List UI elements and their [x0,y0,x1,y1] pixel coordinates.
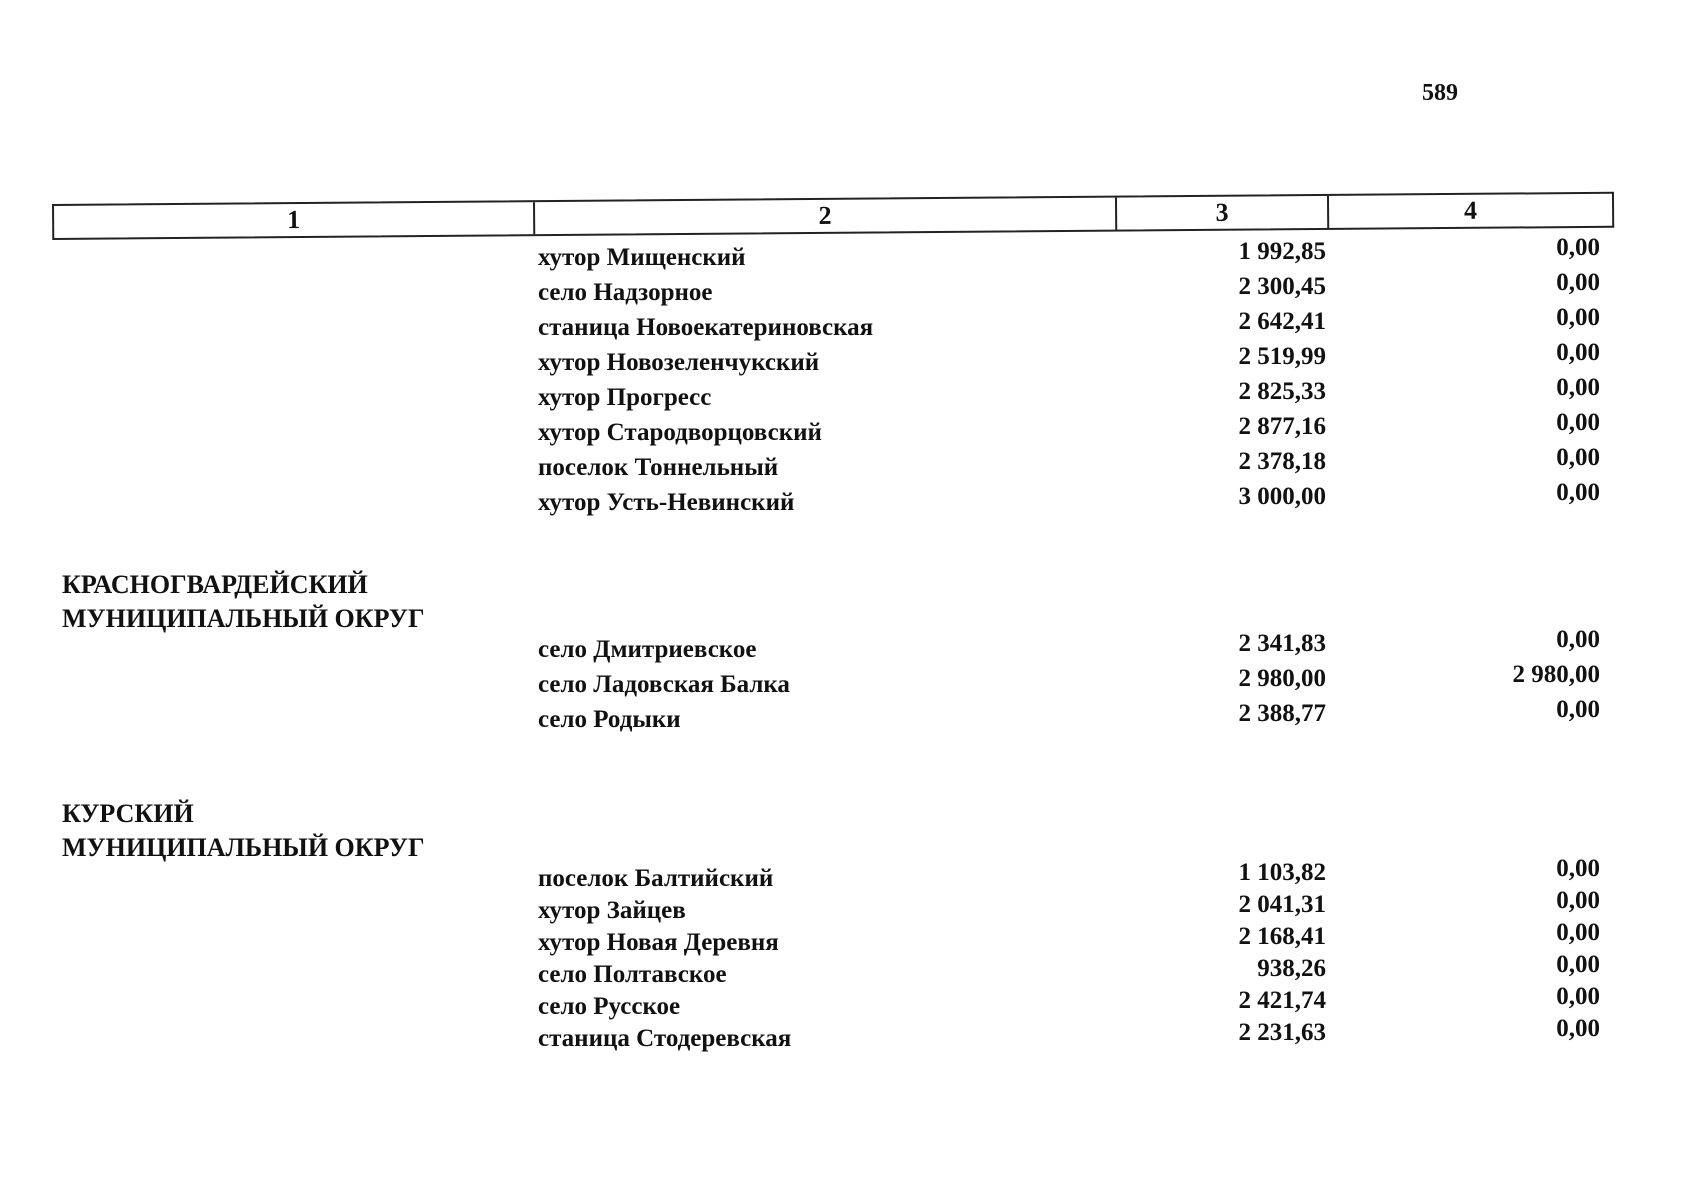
settlement-name: село Полтавское [538,961,727,988]
settlement-name: станица Стодеревская [538,1025,792,1052]
value-col4: 0,00 [1556,479,1600,506]
value-col4: 0,00 [1556,887,1600,914]
value-col3: 2 421,74 [1238,987,1326,1014]
table-row [0,887,1696,929]
value-col4: 2 980,00 [1512,661,1600,688]
settlement-name: поселок Тоннельный [538,454,779,481]
district-group [0,797,1696,1057]
district-name [62,568,1696,636]
settlement-name: хутор Новозеленчукский [538,349,820,376]
value-col4: 0,00 [1556,1015,1600,1042]
value-col3: 2 877,16 [1238,413,1326,440]
table-row [0,374,1696,419]
value-col3: 2 341,83 [1238,630,1326,657]
value-col4: 0,00 [1556,304,1600,331]
value-col3: 3 000,00 [1238,483,1326,510]
table-row [0,409,1696,454]
settlement-name: хутор Зайцев [538,897,686,924]
group-spacer [0,741,1696,797]
settlement-name: станица Новоекатериновская [538,314,874,341]
column-header-1: 1 [54,202,535,238]
district-name-line: КРАСНОГВАРДЕЙСКИЙ [62,570,368,599]
page-number: 589 [1422,80,1458,106]
value-col4: 0,00 [1556,951,1600,978]
settlement-name: село Родыки [538,706,681,733]
value-col4: 0,00 [1556,855,1600,882]
district-name [62,797,1696,865]
value-col3: 2 378,18 [1238,448,1326,475]
district-name-line: КУРСКИЙ [62,799,194,828]
settlement-name: село Надзорное [538,279,713,306]
value-col3: 2 519,99 [1238,343,1326,370]
value-col4: 0,00 [1556,919,1600,946]
value-col3: 2 825,33 [1238,378,1326,405]
district-group [0,568,1696,741]
table-row [0,234,1696,279]
settlement-name: хутор Прогресс [538,384,712,411]
value-col3: 2 231,63 [1238,1019,1326,1046]
table-row [0,479,1696,524]
settlement-name: поселок Балтийский [538,865,774,892]
value-col3: 1 103,82 [1238,859,1326,886]
district-name-line: МУНИЦИПАЛЬНЫЙ ОКРУГ [62,604,425,633]
settlement-name: село Русское [538,993,681,1020]
value-col3: 938,26 [1257,955,1326,982]
value-col4: 0,00 [1556,696,1600,723]
table-row [0,696,1696,741]
value-col3: 2 168,41 [1238,923,1326,950]
value-col4: 0,00 [1556,339,1600,366]
table-row [0,661,1696,706]
value-col4: 0,00 [1556,983,1600,1010]
column-header-2: 2 [535,198,1117,235]
table-row [0,269,1696,314]
table-row [0,855,1696,897]
settlement-name: село Ладовская Балка [538,671,790,698]
column-header-3: 3 [1117,196,1329,230]
table-body [0,234,1696,1057]
table-row [0,919,1696,961]
table-row [0,626,1696,671]
table-row [0,304,1696,349]
value-col4: 0,00 [1556,234,1600,261]
value-col3: 2 041,31 [1238,891,1326,918]
value-col4: 0,00 [1556,374,1600,401]
value-col3: 2 642,41 [1238,308,1326,335]
table-row [0,339,1696,384]
value-col3: 2 300,45 [1238,273,1326,300]
table-header [52,192,1614,240]
settlement-name: хутор Мищенский [538,244,746,271]
value-col3: 2 980,00 [1238,665,1326,692]
settlement-name: хутор Усть-Невинский [538,489,795,516]
table-row [0,951,1696,993]
settlement-group [0,234,1696,524]
district-name-line: МУНИЦИПАЛЬНЫЙ ОКРУГ [62,833,425,862]
value-col4: 0,00 [1556,269,1600,296]
settlement-name: хутор Стародворцовский [538,419,822,446]
value-col3: 1 992,85 [1238,238,1326,265]
value-col4: 0,00 [1556,444,1600,471]
column-header-4: 4 [1463,195,1478,225]
value-col4: 0,00 [1556,409,1600,436]
table-row [0,983,1696,1025]
settlement-name: село Дмитриевское [538,636,757,663]
table-row [0,1015,1696,1057]
value-col3: 2 388,77 [1238,700,1326,727]
table-row [0,444,1696,489]
settlement-name: хутор Новая Деревня [538,929,779,956]
value-col4: 0,00 [1556,626,1600,653]
group-spacer [0,524,1696,568]
